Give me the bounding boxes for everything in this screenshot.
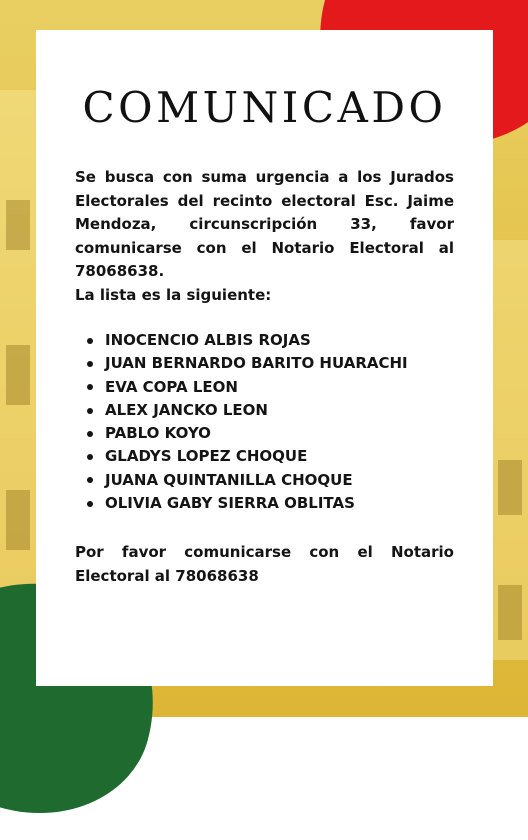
building-window xyxy=(498,585,522,640)
list-item: PABLO KOYO xyxy=(87,422,454,445)
list-item: EVA COPA LEON xyxy=(87,376,454,399)
announcement-card xyxy=(36,30,493,686)
page-title: COMUNICADO xyxy=(82,83,447,132)
bullet-icon xyxy=(87,431,93,437)
building-window xyxy=(6,345,30,405)
list-intro: La lista es la siguiente: xyxy=(75,285,272,304)
bullet-icon xyxy=(87,454,93,460)
names-list xyxy=(75,329,454,515)
list-item: OLIVIA GABY SIERRA OBLITAS xyxy=(87,492,454,515)
bullet-icon xyxy=(87,408,93,414)
bullet-icon xyxy=(87,338,93,344)
bullet-icon xyxy=(87,361,93,367)
announcement-paragraph xyxy=(75,166,454,307)
bullet-icon xyxy=(87,384,93,390)
announcement-text: Se busca con suma urgencia a los Jurados Electorales del recinto electoral Esc. Jaime Mendoza, circunscripción 33, favor comunicarse con el Notario Electoral al 78068638. xyxy=(75,168,454,280)
bullet-icon xyxy=(87,501,93,507)
list-item: INOCENCIO ALBIS ROJAS xyxy=(87,329,454,352)
list-item: JUANA QUINTANILLA CHOQUE xyxy=(87,469,454,492)
building-window xyxy=(6,490,30,550)
list-item: JUAN BERNARDO BARITO HUARACHI xyxy=(87,352,454,375)
building-window xyxy=(498,460,522,515)
bullet-icon xyxy=(87,477,93,483)
list-item: GLADYS LOPEZ CHOQUE xyxy=(87,445,454,468)
list-item: ALEX JANCKO LEON xyxy=(87,399,454,422)
footer-text: Por favor comunicarse con el Notario Electoral al 78068638 xyxy=(75,543,454,585)
building-window xyxy=(6,200,30,250)
